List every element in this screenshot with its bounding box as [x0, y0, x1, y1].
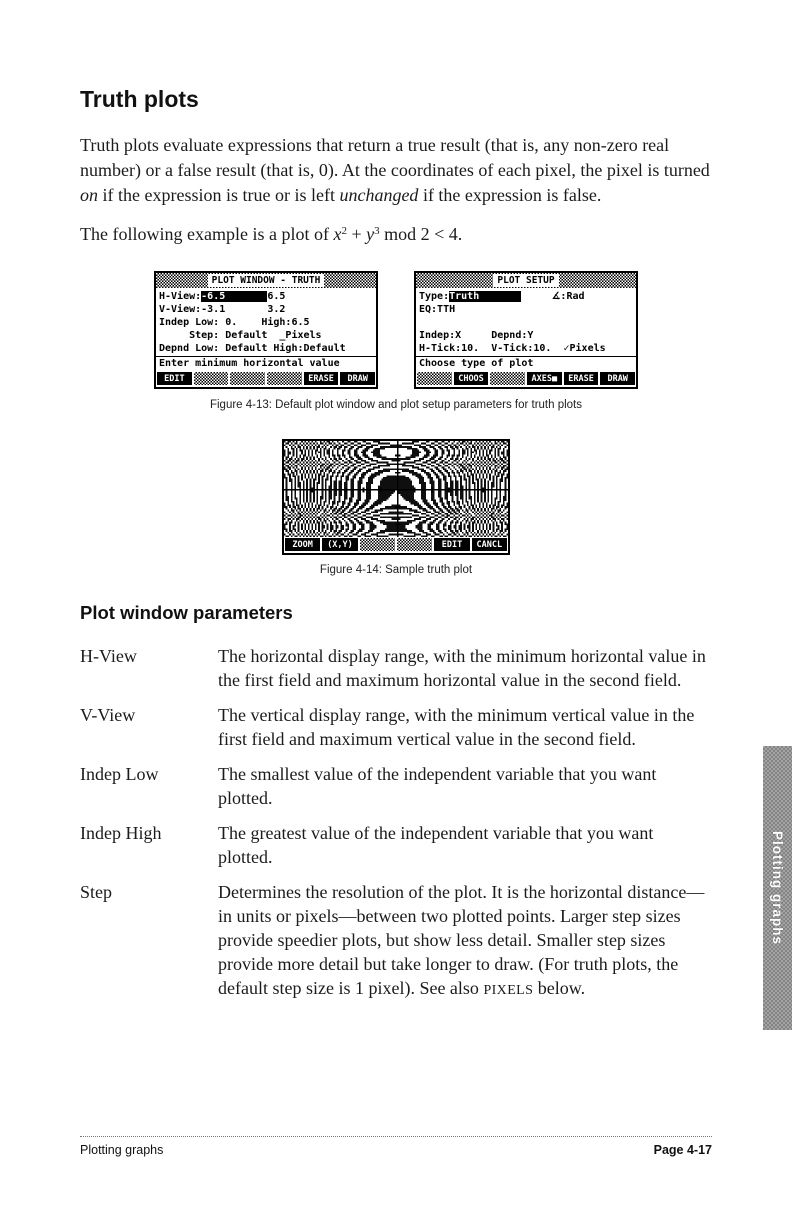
definition-term: V-View: [80, 705, 136, 725]
softkey-erase: ERASE: [304, 372, 339, 385]
definition-description: [218, 703, 712, 751]
screen-line: Indep:X Depnd:Y: [419, 330, 534, 341]
definition-text: The vertical display range, with the minimum vertical value in the first field and maximum vertical value in the second field.: [218, 705, 695, 749]
softkey-blank: [490, 372, 525, 385]
softkey-draw: DRAW: [600, 372, 635, 385]
softkey-blank: [267, 372, 302, 385]
plot-setup-title-bar: [416, 273, 636, 288]
example-var-x: x: [333, 224, 342, 244]
softkey-cancl: CANCL: [472, 538, 507, 551]
plot-window-screen: [154, 271, 378, 389]
definition-description: [218, 821, 712, 869]
screen-line: EQ:TTH: [419, 304, 456, 315]
definition-term: Indep Low: [80, 764, 159, 784]
definition-term: Step: [80, 882, 113, 902]
side-tab: [763, 746, 792, 1030]
plot-window-title-bar: [156, 273, 376, 288]
plot-setup-body: [416, 288, 636, 356]
hview-label: H-View:: [159, 291, 202, 302]
softkey-blank: [194, 372, 229, 385]
softkey-blank: [397, 538, 432, 551]
angle-mode-value: ∡:Rad: [521, 291, 585, 302]
side-tab-label: Plotting graphs: [770, 831, 785, 945]
page-title: Truth plots: [80, 86, 199, 112]
screen-line: H-Tick:10. V-Tick:10. ✓Pixels: [419, 343, 606, 354]
plot-window-prompt: Enter minimum horizontal value: [156, 356, 376, 371]
footer: [80, 1136, 712, 1157]
plot-softkeys: [284, 537, 508, 553]
plot-window-title: PLOT WINDOW - TRUTH: [208, 274, 325, 287]
intro-italic-unchanged: unchanged: [339, 185, 419, 205]
footer-row: [80, 1137, 712, 1157]
footer-right: Page 4-17: [653, 1143, 712, 1157]
pixels-smallcaps: PIXELS: [483, 983, 534, 998]
definition-description: [218, 880, 712, 1003]
hview-max-value: 6.5: [267, 291, 286, 302]
definition-term: H-View: [80, 646, 137, 666]
softkey-zoom: ZOOM: [285, 538, 320, 551]
definition-text: Determines the resolution of the plot. It is the horizontal distance—in units or pixels—between two plotted points. Larger step sizes provide speedier plots, but show less detail. Smaller step sizes provide more detail but take longer to draw. (For truth plots, the default step size is 1 pixel). See also: [218, 882, 705, 998]
intro-italic-on: on: [80, 185, 98, 205]
definition-list: [80, 644, 712, 1003]
plot-window-softkeys: [156, 371, 376, 387]
example-plus: +: [346, 224, 367, 244]
plot-setup-prompt: Choose type of plot: [416, 356, 636, 371]
example-exp-2: 2: [341, 225, 347, 237]
screen-line: Depnd Low: Default High:Default: [159, 343, 346, 354]
intro-paragraph: [80, 133, 712, 208]
softkey-choos: CHOOS: [454, 372, 489, 385]
example-line: [80, 222, 712, 247]
definition-text: The horizontal display range, with the minimum horizontal value in the first field and maximum horizontal value in the second field.: [218, 646, 706, 690]
plot-window-body: [156, 288, 376, 356]
screen-line: [159, 290, 373, 303]
softkey-draw: DRAW: [340, 372, 375, 385]
figure-4-14-caption: Figure 4-14: Sample truth plot: [319, 564, 473, 576]
example-exp-3: 3: [374, 225, 380, 237]
softkey-xy: (X,Y): [322, 538, 357, 551]
example-var-y: y: [366, 224, 375, 244]
type-field-highlight: Truth: [449, 291, 522, 302]
softkey-edit: EDIT: [157, 372, 192, 385]
plot-setup-screen: [414, 271, 638, 389]
screen-line: [419, 316, 633, 329]
type-label: Type:: [419, 291, 450, 302]
definition-text: The smallest value of the independent variable that you want plotted.: [218, 764, 657, 808]
footer-left: Plotting graphs: [80, 1143, 164, 1157]
screen-line: [419, 290, 633, 303]
intro-text-c: if the expression is false.: [418, 185, 602, 205]
screen-line: V-View:-3.1 3.2: [159, 304, 286, 315]
figure-4-13: [80, 271, 712, 389]
softkey-axes: AXES■: [527, 372, 562, 385]
hview-min-field-highlight: -6.5: [201, 291, 268, 302]
figure-4-14: [282, 439, 510, 555]
definition-text: below.: [533, 978, 586, 998]
definition-description: [218, 762, 712, 810]
definition-term: Indep High: [80, 823, 162, 843]
softkey-blank: [360, 538, 395, 551]
softkey-erase: ERASE: [564, 372, 599, 385]
softkey-edit: EDIT: [434, 538, 469, 551]
screen-line: Indep Low: 0. High:6.5: [159, 317, 310, 328]
definition-description: [218, 644, 712, 692]
plot-setup-softkeys: [416, 371, 636, 387]
section-heading: Plot window parameters: [80, 602, 293, 623]
intro-text-a: Truth plots evaluate expressions that return a true result (that is, any non-zero real number) or a false result (that is, 0). At the coordinates of each pixel, the pixel is turned: [80, 135, 710, 180]
intro-text-b: if the expression is true or is left: [98, 185, 340, 205]
definition-text: The greatest value of the independent variable that you want plotted.: [218, 823, 654, 867]
softkey-blank: [230, 372, 265, 385]
softkey-blank: [417, 372, 452, 385]
truth-plot-canvas: [284, 441, 508, 537]
screen-line: Step: Default _Pixels: [159, 330, 322, 341]
example-suffix: mod 2 < 4.: [379, 224, 463, 244]
plot-setup-title: PLOT SETUP: [493, 274, 558, 287]
figure-4-13-caption: Figure 4-13: Default plot window and plot setup parameters for truth plots: [209, 399, 583, 411]
example-prefix: The following example is a plot of: [80, 224, 334, 244]
